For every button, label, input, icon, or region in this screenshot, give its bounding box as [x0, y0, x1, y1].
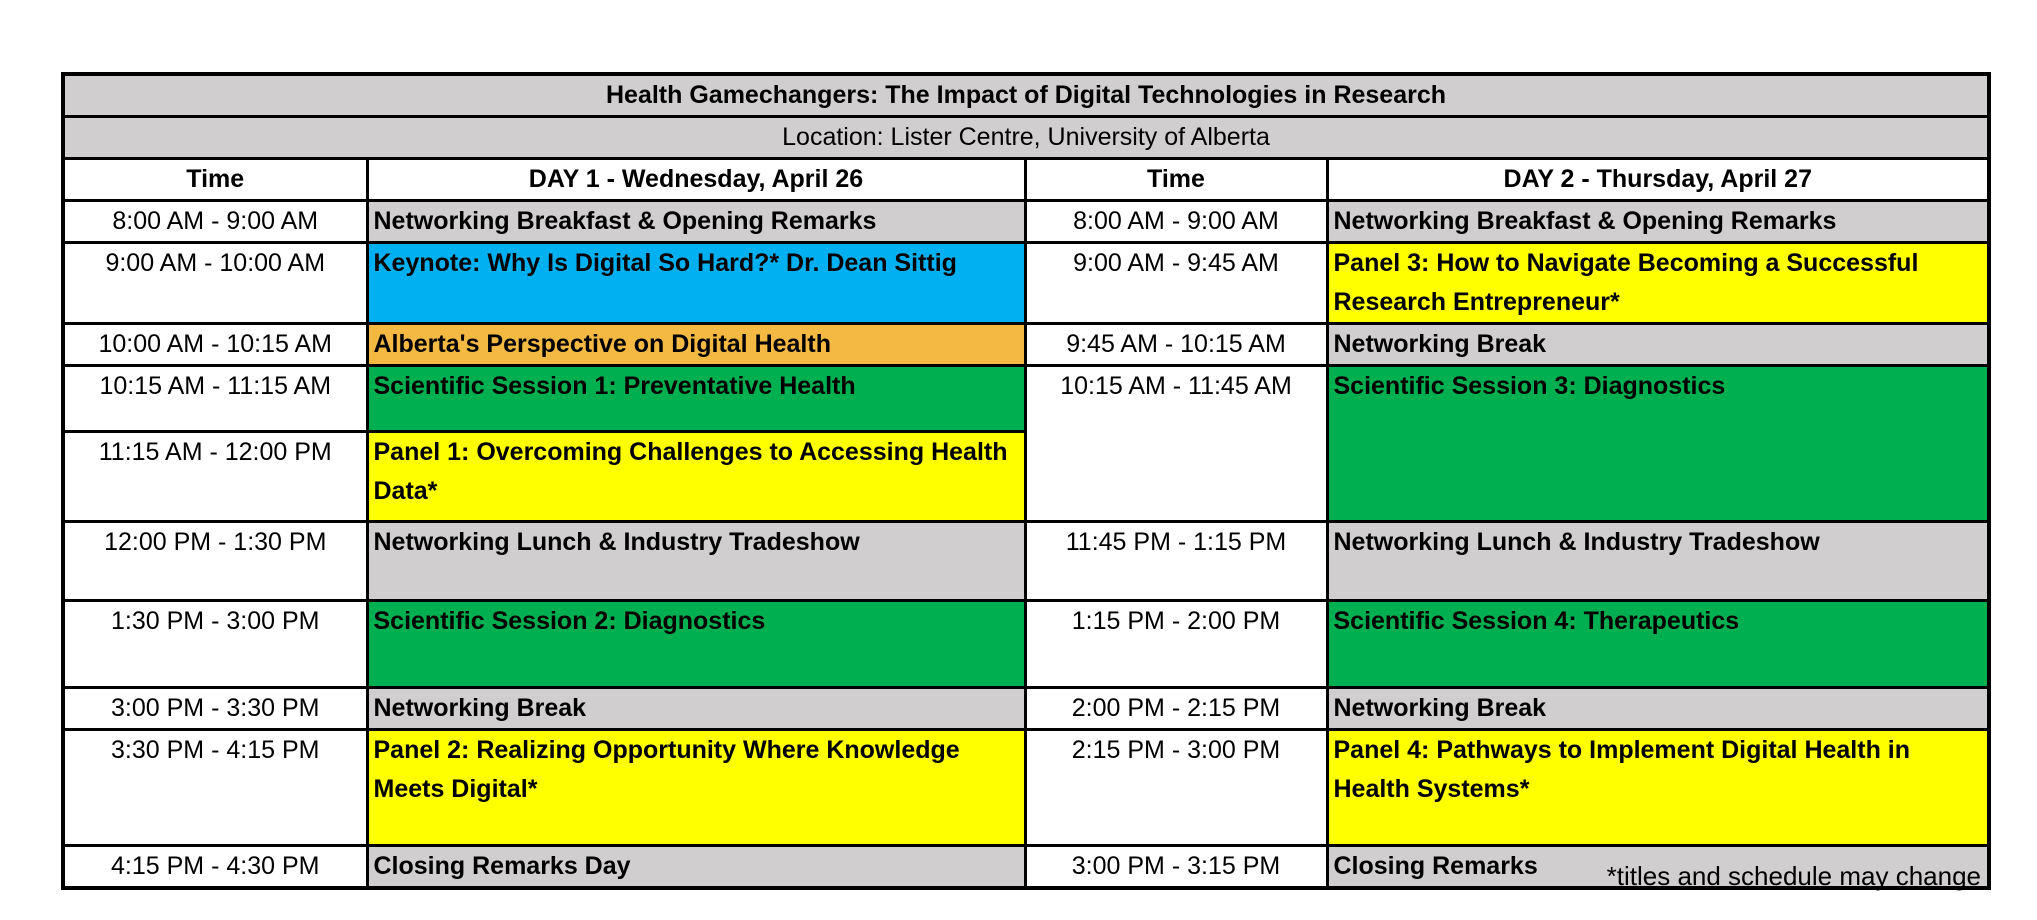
day2-event-cell: Networking Breakfast & Opening Remarks [1327, 201, 1989, 243]
day2-event-cell: Closing Remarks [1327, 846, 1989, 889]
day2-time-cell: 9:45 AM - 10:15 AM [1025, 324, 1327, 366]
day1-event-cell: Keynote: Why Is Digital So Hard?* Dr. Dean Sittig [367, 243, 1025, 324]
schedule-table [61, 72, 1991, 890]
day2-event-cell: Scientific Session 4: Therapeutics [1327, 601, 1989, 688]
day2-event-cell: Networking Break [1327, 324, 1989, 366]
day1-event-cell: Scientific Session 1: Preventative Health [367, 366, 1025, 432]
day1-time-cell: 1:30 PM - 3:00 PM [63, 601, 367, 688]
day2-time-cell: 11:45 PM - 1:15 PM [1025, 522, 1327, 601]
header-day2: DAY 2 - Thursday, April 27 [1327, 159, 1989, 201]
header-day1: DAY 1 - Wednesday, April 26 [367, 159, 1025, 201]
day1-event-cell: Alberta's Perspective on Digital Health [367, 324, 1025, 366]
day1-time-cell: 4:15 PM - 4:30 PM [63, 846, 367, 889]
day1-time-cell: 3:30 PM - 4:15 PM [63, 730, 367, 846]
header-time-day1: Time [63, 159, 367, 201]
day2-time-cell: 1:15 PM - 2:00 PM [1025, 601, 1327, 688]
day1-time-cell: 11:15 AM - 12:00 PM [63, 432, 367, 522]
day1-event-cell: Panel 2: Realizing Opportunity Where Knowledge Meets Digital* [367, 730, 1025, 846]
day1-event-cell: Networking Lunch & Industry Tradeshow [367, 522, 1025, 601]
day2-time-cell: 3:00 PM - 3:15 PM [1025, 846, 1327, 889]
day1-time-cell: 9:00 AM - 10:00 AM [63, 243, 367, 324]
header-time-day2: Time [1025, 159, 1327, 201]
schedule-title: Health Gamechangers: The Impact of Digital Technologies in Research [63, 74, 1989, 117]
day1-event-cell: Networking Breakfast & Opening Remarks [367, 201, 1025, 243]
day2-event-cell: Networking Lunch & Industry Tradeshow [1327, 522, 1989, 601]
day1-time-cell: 3:00 PM - 3:30 PM [63, 688, 367, 730]
day1-event-cell: Closing Remarks Day [367, 846, 1025, 889]
day2-time-cell: 2:00 PM - 2:15 PM [1025, 688, 1327, 730]
location-line: Location: Lister Centre, University of Alberta [63, 117, 1989, 159]
day2-event-cell: Panel 4: Pathways to Implement Digital Health in Health Systems* [1327, 730, 1989, 846]
day2-event-cell: Networking Break [1327, 688, 1989, 730]
day1-event-cell: Scientific Session 2: Diagnostics [367, 601, 1025, 688]
day1-time-cell: 8:00 AM - 9:00 AM [63, 201, 367, 243]
day1-time-cell: 10:15 AM - 11:15 AM [63, 366, 367, 432]
day2-time-cell: 10:15 AM - 11:45 AM [1025, 366, 1327, 522]
day2-time-cell: 2:15 PM - 3:00 PM [1025, 730, 1327, 846]
day2-time-cell: 9:00 AM - 9:45 AM [1025, 243, 1327, 324]
day1-time-cell: 12:00 PM - 1:30 PM [63, 522, 367, 601]
day1-event-cell: Panel 1: Overcoming Challenges to Accessing Health Data* [367, 432, 1025, 522]
footnote: *titles and schedule may change [1606, 861, 1981, 891]
day1-event-cell: Networking Break [367, 688, 1025, 730]
day1-time-cell: 10:00 AM - 10:15 AM [63, 324, 367, 366]
day2-time-cell: 8:00 AM - 9:00 AM [1025, 201, 1327, 243]
day2-event-cell: Panel 3: How to Navigate Becoming a Successful Research Entrepreneur* [1327, 243, 1989, 324]
day2-event-cell: Scientific Session 3: Diagnostics [1327, 366, 1989, 522]
